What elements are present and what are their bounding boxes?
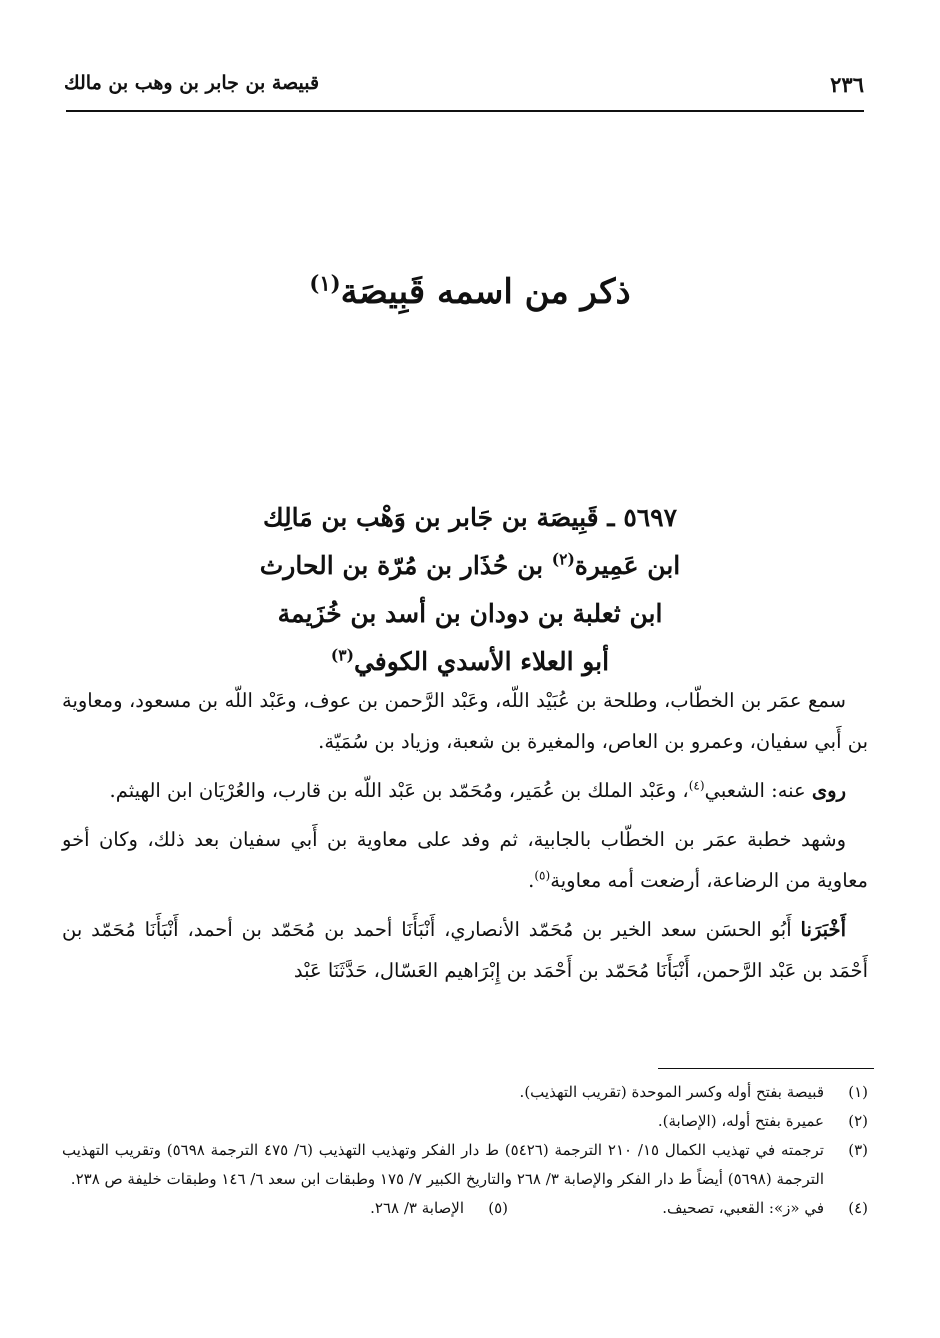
paragraph-isnad-text: أَبُو الحسَن سعد الخير بن مُحَمّد الأنصاري، أَنْبَأَنَا أحمد بن مُحَمّد بن أحمد، أَنْبَأَنَا مُحَمّد بن أَحْمَد بن عَبْد الرَّحمن، أَنْبَأَنَا مُحَمّد بن أَحْمَد بن إِبْرَاهيم العَسّال، حَدَّثَنَا عَبْد xyxy=(62,918,868,982)
footnote-4 xyxy=(508,1194,868,1223)
paragraph-teachers: سمع عمَر بن الخطّاب، وطلحة بن عُبَيْد اللّه، وعَبْد الرَّحمن بن عوف، وعَبْد اللّه بن مسعود، ومعاوية بن أَبي سفيان، وعمرو بن العاص، والمغيرة بن شعبة، وزياد بن سُمَيّة. xyxy=(62,689,868,753)
paragraph-isnad xyxy=(62,909,868,991)
footnote-1 xyxy=(62,1078,868,1107)
footnote-text: عميرة بفتح أوله، (الإصابة). xyxy=(657,1112,824,1130)
paragraph-lead-word: روى xyxy=(811,779,846,802)
running-title: قبيصة بن جابر بن وهب بن مالك xyxy=(64,72,320,94)
paragraph-narrators xyxy=(62,770,868,811)
entry-heading-line-2 xyxy=(150,542,790,590)
entry-heading-line-1: ٥٦٩٧ ـ قَبِيصَة بن جَابر بن وَهْب بن مَالِك xyxy=(262,503,678,532)
footnote-text: الإصابة ٣/ ٢٦٨. xyxy=(370,1199,464,1217)
footnote-ref-4: (٤) xyxy=(688,778,705,793)
entry-heading-line-2b: بن حُذَار بن مُرّة بن الحارث xyxy=(259,551,552,580)
section-title-text: ذكر من اسمه قَبِيصَة xyxy=(340,272,631,312)
paragraph-jabiya xyxy=(62,819,868,901)
paragraph-jabiya-a: وشهد خطبة عمَر بن الخطّاب بالجابية، ثم وفد على معاوية بن أَبي سفيان بعد ذلك، وكان أخو معاوية من الرضاعة، أرضعت أمه معاوية xyxy=(62,828,868,892)
footnote-number: (٤) xyxy=(848,1199,868,1217)
running-header xyxy=(64,66,864,102)
footnote-number: (٣) xyxy=(848,1141,868,1159)
entry-heading-line-4 xyxy=(150,638,790,686)
paragraph-jabiya-b: . xyxy=(528,869,535,892)
footnote-text: ترجمته في تهذيب الكمال ١٥/ ٢١٠ الترجمة (٥٤٢٦) ط دار الفكر وتهذيب التهذيب (٦/ ٤٧٥ الترجمة ٥٦٩٨) وتقريب التهذيب الترجمة (٥٦٩٨) أيضاً ط دار الفكر والإصابة ٣/ ٢٦٨ والتاريخ الكبير ٧/ ١٧٥ وطبقات ابن سعد ٦/ ١٤٦ وطبقات خليفة ص ٢٣٨. xyxy=(62,1141,824,1188)
entry-heading-line-3: ابن ثعلبة بن دودان بن أسد بن خُزَيمة xyxy=(277,599,663,628)
header-rule xyxy=(66,110,864,112)
footnote-number: (١) xyxy=(848,1083,868,1101)
footnote-3 xyxy=(62,1136,868,1194)
footnote-2 xyxy=(62,1107,868,1136)
footnote-ref-5: (٥) xyxy=(534,868,551,883)
footnotes xyxy=(62,1078,868,1223)
paragraph-narrators-b: ، وعَبْد الملك بن عُمَير، ومُحَمّد بن عَبْد اللّه بن قارب، والعُرْيَان ابن الهيثم. xyxy=(109,779,689,802)
section-title xyxy=(170,262,770,322)
page-number: ٢٣٦ xyxy=(830,72,864,97)
footnote-rule xyxy=(658,1068,874,1069)
footnote-text: قبيصة بفتح أوله وكسر الموحدة (تقريب التهذيب). xyxy=(519,1083,824,1101)
footnote-number: (٢) xyxy=(848,1112,868,1130)
footnote-5 xyxy=(148,1194,508,1223)
paragraph-narrators-a: عنه: الشعبي xyxy=(704,779,812,802)
footnote-number: (٥) xyxy=(488,1199,508,1217)
footnote-ref-1: (١) xyxy=(309,270,341,296)
body-text xyxy=(62,680,868,991)
entry-heading xyxy=(150,494,790,686)
footnotes-4-5 xyxy=(62,1194,868,1223)
paragraph-isnad-lead: أَخْبَرَنا xyxy=(800,918,846,941)
entry-heading-line-2a: ابن عَمِيرة xyxy=(574,551,681,580)
footnote-ref-3: (٣) xyxy=(330,645,354,665)
footnote-text: في «ز»: القعبي، تصحيف. xyxy=(662,1199,824,1217)
entry-heading-line-4-text: أبو العلاء الأسدي الكوفي xyxy=(353,647,610,676)
footnote-ref-2: (٢) xyxy=(551,549,575,569)
